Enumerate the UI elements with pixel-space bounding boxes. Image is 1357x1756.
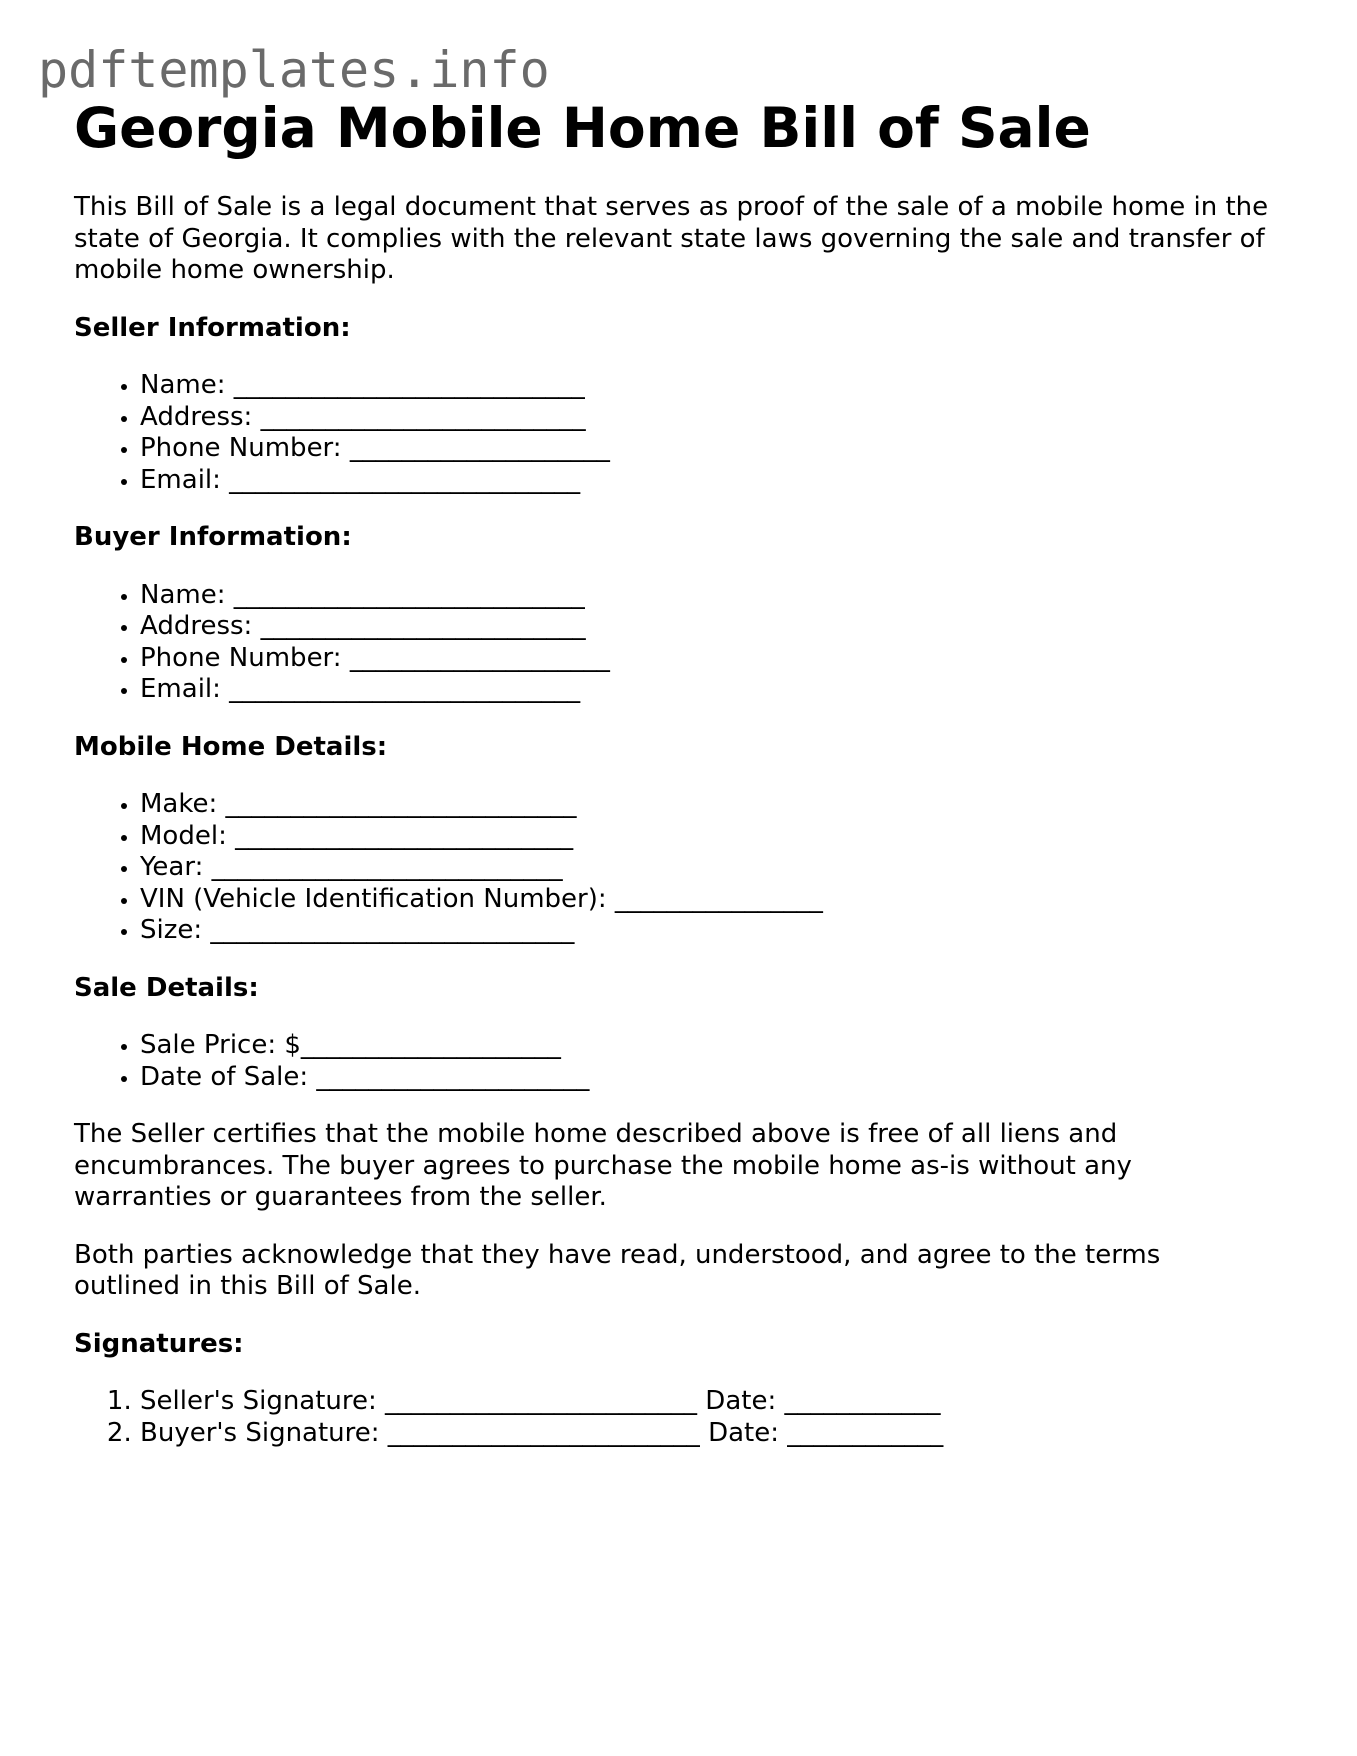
watermark: pdftemplates.info xyxy=(38,41,550,99)
mobile-home-heading: Mobile Home Details: xyxy=(74,731,388,762)
sale-price-field[interactable]: • Sale Price: $____________________ xyxy=(140,1030,1274,1062)
year-field[interactable]: • Year: ___________________________ xyxy=(140,852,1274,884)
vin-field[interactable]: • VIN (Vehicle Identification Number): ________________ xyxy=(140,884,1274,916)
buyer-name-field[interactable]: • Name: ___________________________ xyxy=(140,580,1274,612)
document-title: Georgia Mobile Home Bill of Sale xyxy=(74,96,1091,160)
buyer-phone-field[interactable]: • Phone Number: ____________________ xyxy=(140,643,1274,675)
seller-phone-field[interactable]: • Phone Number: ____________________ xyxy=(140,433,1274,465)
certification-paragraph: The Seller certifies that the mobile home described above is free of all liens and encumbrances. The buyer agrees to purchase the mobile home as-is without any warranties or guarantees from the seller. xyxy=(74,1119,1132,1212)
seller-heading: Seller Information: xyxy=(74,312,351,343)
buyer-list xyxy=(74,580,1274,706)
buyer-heading: Buyer Information: xyxy=(74,522,352,552)
seller-section xyxy=(74,313,1274,497)
mobile-home-list xyxy=(74,789,1274,947)
signatures-list xyxy=(74,1386,1274,1449)
buyer-address-field[interactable]: • Address: _________________________ xyxy=(140,611,1274,643)
intro-paragraph: This Bill of Sale is a legal document that serves as proof of the sale of a mobile home in the state of Georgia. It complies with the relevant state laws governing the sale and transfer of mobile home ownership. xyxy=(74,192,1269,285)
buyer-section xyxy=(74,522,1274,706)
acknowledgement-paragraph: Both parties acknowledge that they have read, understood, and agree to the terms outlined in this Bill of Sale. xyxy=(74,1239,1161,1301)
mobile-home-section xyxy=(74,732,1274,947)
document-body xyxy=(74,94,1274,1449)
signatures-section xyxy=(74,1329,1274,1450)
size-field[interactable]: • Size: ____________________________ xyxy=(140,915,1274,947)
seller-address-field[interactable]: • Address: _________________________ xyxy=(140,402,1274,434)
sale-heading: Sale Details: xyxy=(74,972,259,1003)
seller-list xyxy=(74,370,1274,496)
model-field[interactable]: • Model: __________________________ xyxy=(140,821,1274,853)
seller-name-field[interactable]: • Name: ___________________________ xyxy=(140,370,1274,402)
buyer-signature-field[interactable]: 2. Buyer's Signature: ________________________ Date: ____________ xyxy=(140,1418,1274,1450)
seller-signature-field[interactable]: 1. Seller's Signature: ________________________ Date: ____________ xyxy=(140,1386,1274,1418)
sale-section xyxy=(74,973,1274,1094)
seller-email-field[interactable]: • Email: ___________________________ xyxy=(140,465,1274,497)
make-field[interactable]: • Make: ___________________________ xyxy=(140,789,1274,821)
sale-list xyxy=(74,1030,1274,1093)
signatures-heading: Signatures: xyxy=(74,1328,244,1359)
buyer-email-field[interactable]: • Email: ___________________________ xyxy=(140,674,1274,706)
sale-date-field[interactable]: • Date of Sale: _____________________ xyxy=(140,1062,1274,1094)
